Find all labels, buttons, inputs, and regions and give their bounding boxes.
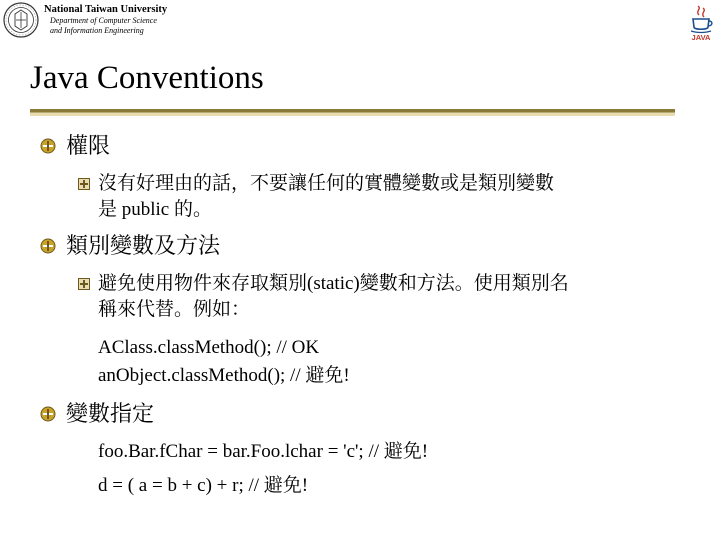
sub-bullet-icon bbox=[78, 178, 90, 190]
title-divider bbox=[30, 109, 675, 116]
section-heading-variable-assignment: 變數指定 bbox=[66, 401, 155, 426]
bullet-text-line: 是 public 的。 bbox=[98, 199, 212, 220]
section-bullet-icon bbox=[40, 406, 56, 422]
department-line-1: Department of Computer Science bbox=[50, 16, 157, 25]
slide-title: Java Conventions bbox=[30, 60, 264, 96]
code-example-line: foo.Bar.fChar = bar.Foo.lchar = 'c'; // 避免! bbox=[98, 441, 429, 462]
bullet-text-line: 稱來代替。例如： bbox=[98, 299, 251, 320]
section-bullet-icon bbox=[40, 138, 56, 154]
java-logo-text: JAVA bbox=[691, 33, 711, 42]
bullet-text-line: 避免使用物件來存取類別(static)變數和方法。使用類別名 bbox=[98, 273, 569, 294]
sub-bullet-icon bbox=[78, 278, 90, 290]
java-logo bbox=[686, 2, 716, 42]
code-example-line: anObject.classMethod(); // 避免! bbox=[98, 365, 350, 386]
ntu-seal-logo bbox=[3, 2, 39, 38]
department-line-2: and Information Engineering bbox=[50, 26, 144, 35]
section-bullet-icon bbox=[40, 238, 56, 254]
code-example-line: d = ( a = b + c) + r; // 避免! bbox=[98, 475, 309, 496]
section-heading-permissions: 權限 bbox=[66, 133, 111, 158]
section-heading-class-variables: 類別變數及方法 bbox=[66, 233, 221, 258]
header-institution bbox=[44, 4, 167, 36]
university-name: National Taiwan University bbox=[44, 4, 168, 15]
bullet-text-line: 沒有好理由的話，不要讓任何的實體變數或是類別變數 bbox=[98, 173, 555, 194]
code-example-line: AClass.classMethod(); // OK bbox=[98, 337, 320, 358]
